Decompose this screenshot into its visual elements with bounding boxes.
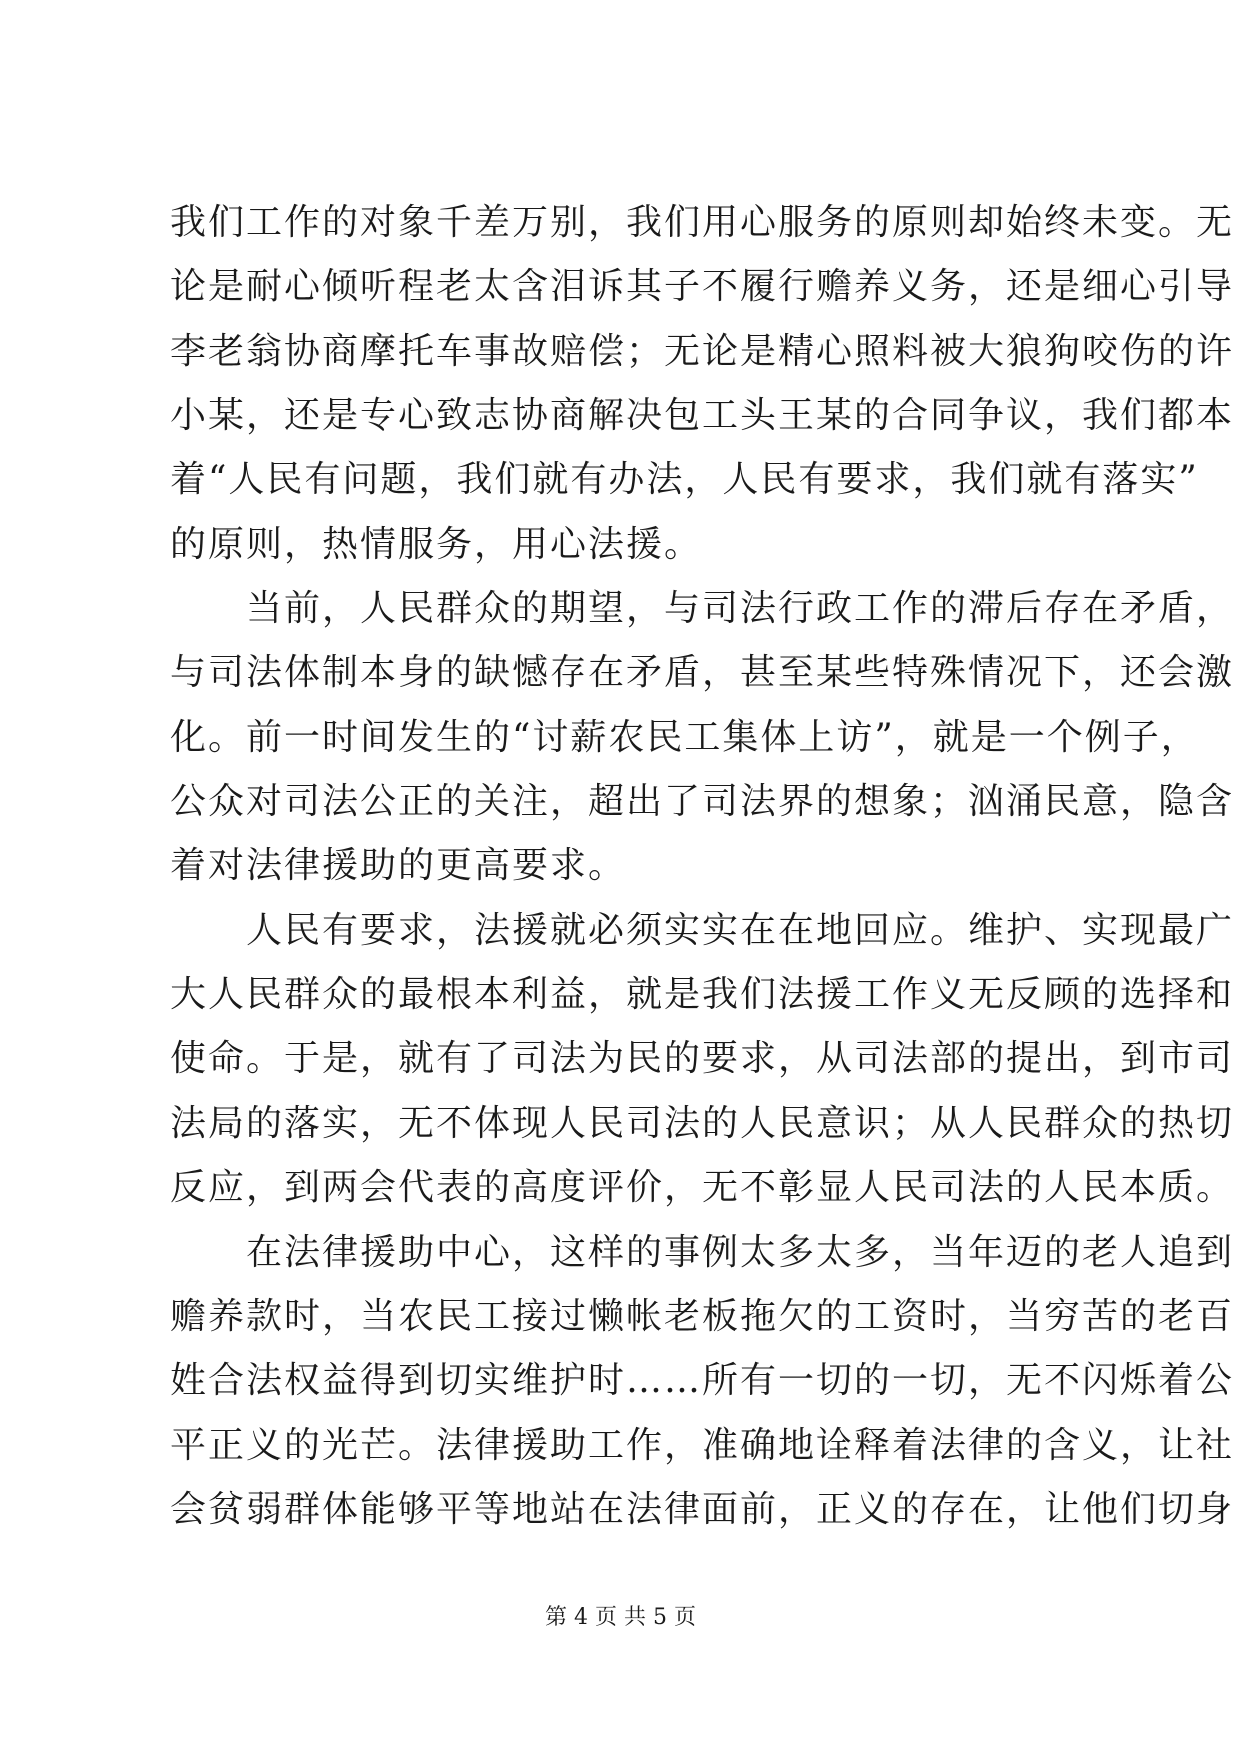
- text-line: 我们工作的对象千差万别，我们用心服务的原则却始终未变。无: [170, 202, 1235, 243]
- text-line: 当前，人民群众的期望，与司法行政工作的滞后存在矛盾，: [170, 588, 1235, 630]
- text-line: 小某，还是专心致志协商解决包工头王某的合同争议，我们都本: [170, 395, 1235, 437]
- text-line: 人民有要求，法援就必须实实在在地回应。维护、实现最广: [170, 909, 1235, 951]
- text-line: 着“人民有问题，我们就有办法，人民有要求，我们就有落实”: [170, 459, 1199, 501]
- text-line: 姓合法权益得到切实维护时……所有一切的一切，无不闪烁着公: [170, 1360, 1235, 1402]
- text-line: 赡养款时，当农民工接过懒帐老板拖欠的工资时，当穷苦的老百: [170, 1295, 1235, 1337]
- text-line: 法局的落实，无不体现人民司法的人民意识；从人民群众的热切: [170, 1102, 1235, 1144]
- text-line: 反应，到两会代表的高度评价，无不彰显人民司法的人民本质。: [170, 1167, 1235, 1209]
- text-line: 与司法体制本身的缺憾存在矛盾，甚至某些特殊情况下，还会激: [170, 652, 1235, 694]
- page-footer: 第 4 页 共 5 页: [545, 1605, 696, 1630]
- text-line: 公众对司法公正的关注，超出了司法界的想象；汹涌民意，隐含: [170, 781, 1235, 823]
- text-line: 在法律援助中心，这样的事例太多太多，当年迈的老人追到: [170, 1231, 1235, 1273]
- text-line: 李老翁协商摩托车事故赔偿；无论是精心照料被大狼狗咬伤的许: [170, 330, 1235, 372]
- text-line: 使命。于是，就有了司法为民的要求，从司法部的提出，到市司: [170, 1038, 1235, 1080]
- text-line: 论是耐心倾听程老太含泪诉其子不履行赡养义务，还是细心引导: [170, 266, 1235, 308]
- text-line: 大人民群众的最根本利益，就是我们法援工作义无反顾的选择和: [170, 974, 1235, 1016]
- text-line: 平正义的光芒。法律援助工作，准确地诠释着法律的含义，让社: [170, 1424, 1235, 1466]
- text-line: 着对法律援助的更高要求。: [170, 845, 627, 887]
- text-line: 会贫弱群体能够平等地站在法律面前，正义的存在，让他们切身: [170, 1488, 1235, 1530]
- body-text: [170, 202, 1235, 1556]
- text-line: 化。前一时间发生的“讨薪农民工集体上访”，就是一个例子，: [170, 716, 1199, 758]
- text-line: 的原则，热情服务，用心法援。: [170, 523, 703, 565]
